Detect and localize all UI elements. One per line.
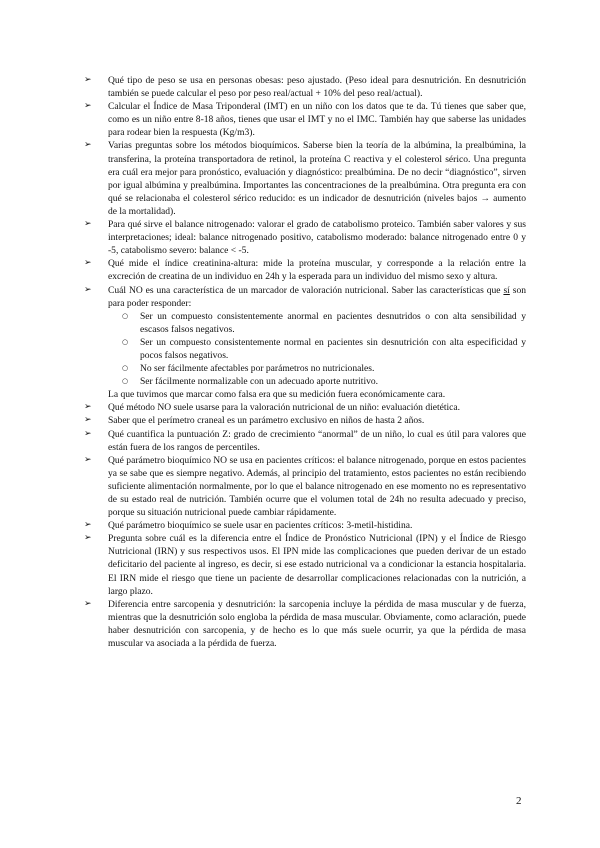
list-item <box>84 414 526 427</box>
list-item <box>84 218 526 257</box>
list-item <box>84 454 526 519</box>
sub-list-item-text: Ser un compuesto consistentemente anormal en pacientes desnutridos o con alta sensibilidad y escasos falsos negativos. <box>140 310 526 335</box>
sub-list-item <box>84 310 526 336</box>
sub-list-item <box>84 375 526 388</box>
list-item-text: Qué parámetro bioquímico NO se usa en pacientes críticos: el balance nitrogenado, porque en estos pacientes ya se sabe que es siempre negativo. Además, al principio del tratamiento, estos pacientes no están recibiendo suficiente alimentación normalmente, por lo que el balance nitrogenado en ese momento no es representativo de su estado real de nutrición. También ocurre que el volumen total de 24h no resulta adecuado y preciso, porque su situación nutricional puede cambiar rápidamente. <box>108 454 526 519</box>
list-item-text: Pregunta sobre cuál es la diferencia entre el Índice de Pronóstico Nutricional (IPN) y el Índice de Riesgo Nutricional (IRN) y sus respectivos usos. El IPN mide las complicaciones que pueden derivar de un estado deficitario del paciente al ingreso, es decir, si ese estado nutricional va a condicionar la estancia hospitalaria. El IRN mide el riesgo que tiene un paciente de desarrollar complicaciones relacionadas con la nutrición, a largo plazo. <box>108 533 526 597</box>
arrow-bullet-icon: ➢ <box>84 520 92 531</box>
arrow-bullet-icon: ➢ <box>84 598 92 609</box>
list-item <box>84 428 526 454</box>
sub-list-item <box>84 362 526 375</box>
list-item <box>84 74 526 100</box>
list-item-text: Calcular el Índice de Masa Triponderal (IMT) en un niño con los datos que te da. Tú tienes que saber que, como es un niño entre 8-18 años, tienes que usar el IMT y no el IMC. También hay que saberse las unidades para rodear bien la respuesta (Kg/m3). <box>108 101 526 139</box>
page-number: 2 <box>516 795 522 807</box>
list-item-text-part: Cuál NO es una característica de un marcador de valoración nutricional. Saber las características que <box>108 284 504 296</box>
document-body <box>84 74 526 650</box>
underlined-word: sí <box>503 284 510 296</box>
list-item-text: Qué método NO suele usarse para la valoración nutricional de un niño: evaluación dietética. <box>108 402 461 414</box>
list-item-text: Diferencia entre sarcopenia y desnutrición: la sarcopenia incluye la pérdida de masa muscular y de fuerza, mientras que la desnutrición solo engloba la pérdida de masa muscular. Obviamente, como aclaración, puede haber desnutrición con sarcopenia, y de hecho es lo que más suele ocurrir, ya que la pérdida de masa muscular va asociada a la pérdida de fuerza. <box>108 598 526 650</box>
list-item-text: Qué parámetro bioquímico se suele usar en pacientes críticos: 3-metil-histidina. <box>108 520 413 532</box>
arrow-bullet-icon: ➢ <box>84 101 92 112</box>
list-item-text: Para qué sirve el balance nitrogenado: valorar el grado de catabolismo proteico. También saber valores y sus interpretaciones; ideal: balance nitrogenado positivo, catabolismo moderado: balance nitrogenado entre 0 y -5, catabolismo severo: balance < -5. <box>108 219 526 257</box>
list-item <box>84 100 526 139</box>
list-item <box>84 257 526 283</box>
sub-list-item-text: Ser fácilmente normalizable con un adecuado aporte nutritivo. <box>140 376 379 388</box>
circle-bullet-icon: ○ <box>122 377 129 386</box>
list-item-text-part: son para poder responder: <box>108 284 526 309</box>
arrow-bullet-icon: ➢ <box>84 454 92 465</box>
arrow-bullet-icon: ➢ <box>84 415 92 426</box>
arrow-bullet-icon: ➢ <box>84 219 92 230</box>
list-item-text: Qué cuantifica la puntuación Z: grado de crecimiento “anormal” de un niño, lo cual es útil para valores que están fuera de los rangos de percentiles. <box>108 428 526 453</box>
list-item-text: Varias preguntas sobre los métodos bioquímicos. Saberse bien la teoría de la albúmina, la prealbúmina, la transferina, la proteína transportadora de retinol, la proteína C reactiva y el colesterol sérico. Una pregunta era cuál era mejor para pronóstico, evaluación y diagnóstico: prealbúmina. De no decir “diagnóstico”, sirven por igual albúmina y prealbúmina. Importantes las concentraciones de la prealbúmina. Otra pregunta era con qué se relacionaba el colesterol sérico reducido: es un indicador de desnutrición (niveles bajos → aumento de la mortalidad). <box>108 140 526 217</box>
sub-list-item-text: No ser fácilmente afectables por parámetros no nutricionales. <box>140 363 375 375</box>
arrow-bullet-icon: ➢ <box>84 402 92 413</box>
sub-list-item <box>84 336 526 362</box>
list-item <box>84 532 526 597</box>
arrow-bullet-icon: ➢ <box>84 284 92 295</box>
arrow-bullet-icon: ➢ <box>84 75 92 85</box>
circle-bullet-icon: ○ <box>122 311 129 320</box>
list-item-text <box>108 285 526 309</box>
arrow-bullet-icon: ➢ <box>84 533 92 544</box>
list-item-text: Qué mide el índice creatinina-altura: mide la proteína muscular, y corresponde a la relación entre la excreción de creatina de un individuo en 24h y la esperada para un individuo del mismo sexo y altura. <box>108 258 526 283</box>
list-item-closing-text: La que tuvimos que marcar como falsa era que su medición fuera económicamente cara. <box>108 389 446 401</box>
list-item <box>84 139 526 218</box>
list-item-text: Saber que el perímetro craneal es un parámetro exclusivo en niños de hasta 2 años. <box>108 415 425 427</box>
arrow-bullet-icon: ➢ <box>84 258 92 269</box>
list-item-text: Qué tipo de peso se usa en personas obesas: peso ajustado. (Peso ideal para desnutrición. En desnutrición también se puede calcular el peso por peso real/actual + 10% del peso real/actual). <box>108 75 526 100</box>
circle-bullet-icon: ○ <box>122 364 129 373</box>
list-item <box>84 401 526 414</box>
arrow-bullet-icon: ➢ <box>84 140 92 151</box>
sub-list-item-text: Ser un compuesto consistentemente normal en pacientes sin desnutrición con alta especificidad y pocos falsos negativos. <box>140 336 526 361</box>
list-item <box>84 519 526 532</box>
arrow-bullet-icon: ➢ <box>84 428 92 439</box>
circle-bullet-icon: ○ <box>122 337 129 346</box>
list-item <box>84 284 526 310</box>
list-item <box>84 598 526 650</box>
